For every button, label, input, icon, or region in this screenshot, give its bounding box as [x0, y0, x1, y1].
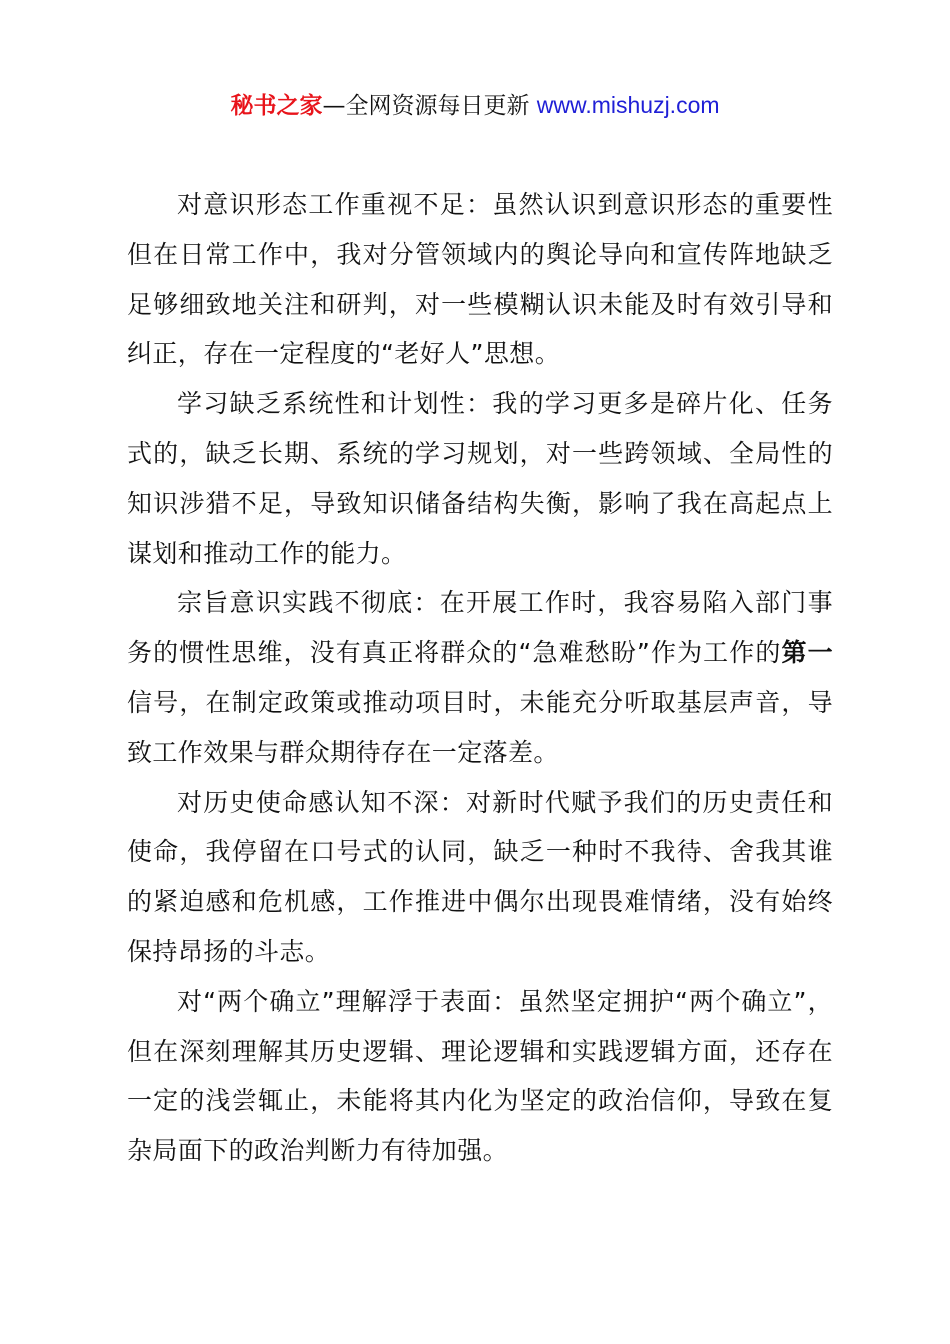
paragraph-purpose-practice — [127, 578, 833, 777]
document-body — [127, 180, 833, 1176]
paragraph-purpose-text-after: 信号，在制定政策或推动项目时，未能充分听取基层声音，导致工作效果与群众期待存在一定落差。 — [127, 687, 833, 767]
site-header — [0, 88, 950, 123]
paragraph-two-establishments: 对“两个确立”理解浮于表面：虽然坚定拥护“两个确立”，但在深刻理解其历史逻辑、理论逻辑和实践逻辑方面，还存在一定的浅尝辄止，未能将其内化为坚定的政治信仰，导致在复杂局面下的政治判断力有待加强。 — [127, 986, 833, 1166]
site-url-link[interactable]: www.mishuzj.com — [536, 92, 720, 118]
paragraph-purpose-text-before: 宗旨意识实践不彻底：在开展工作时，我容易陷入部门事务的惯性思维，没有真正将群众的“急难愁盼”作为工作的 — [127, 588, 833, 668]
paragraph-learning-system: 学习缺乏系统性和计划性：我的学习更多是碎片化、任务式的，缺乏长期、系统的学习规划，对一些跨领域、全局性的知识涉猎不足，导致知识储备结构失衡，影响了我在高起点上谋划和推动工作的能力。 — [127, 389, 833, 568]
brand-name: 秘书之家 — [230, 93, 323, 119]
paragraph-ideology-work: 对意识形态工作重视不足：虽然认识到意识形态的重要性但在日常工作中，我对分管领域内的舆论导向和宣传阵地缺乏足够细致地关注和研判，对一些模糊认识未能及时有效引导和纠正，存在一定程度的“老好人”思想。 — [127, 190, 833, 369]
header-tagline: —全网资源每日更新 — [322, 93, 537, 119]
paragraph-purpose-bold-text: 第一 — [781, 638, 833, 668]
paragraph-historical-mission: 对历史使命感认知不深：对新时代赋予我们的历史责任和使命，我停留在口号式的认同，缺乏一种时不我待、舍我其谁的紧迫感和危机感，工作推进中偶尔出现畏难情绪，没有始终保持昂扬的斗志。 — [127, 787, 833, 966]
